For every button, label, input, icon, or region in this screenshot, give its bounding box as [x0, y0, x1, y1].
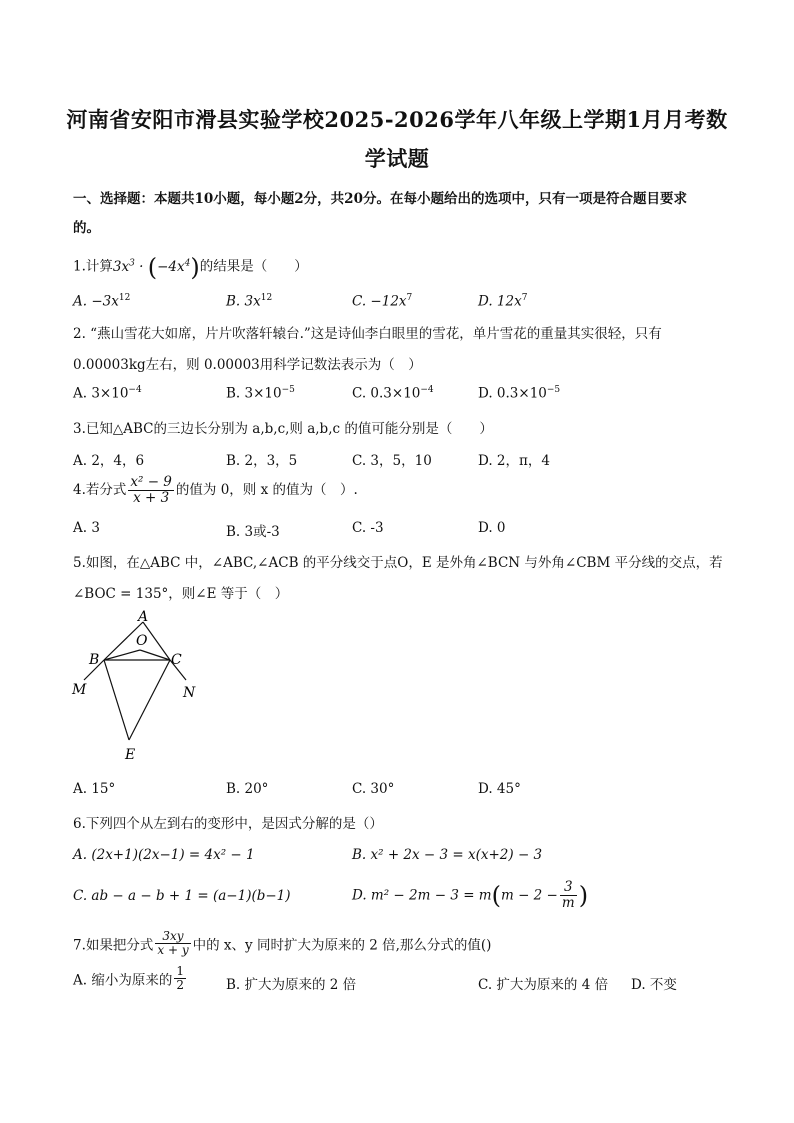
question-5-line1: 5.如图，在△ABC 中，∠ABC,∠ACB 的平分线交于点O，E 是外角∠BCN 与外角∠CBM 平分线的交点，若 — [73, 555, 723, 571]
q3-option-c: C. 3，5，10 — [352, 453, 432, 469]
q4-option-b: B. 3或-3 — [226, 524, 280, 540]
q5-triangle-figure — [60, 608, 220, 768]
q7-option-c: C. 扩大为原来的 4 倍 — [478, 977, 609, 993]
exam-title-line2: 学试题 — [364, 146, 430, 171]
segment-BE — [104, 660, 129, 740]
q4-stem-prefix: 4.若分式 — [73, 482, 127, 498]
q2-option-b: B. $3\times 10^{-5}$ — [226, 385, 295, 402]
q6-option-c: C. ab − a − b + 1 = (a−1)(b−1) — [73, 888, 291, 904]
q1-option-a: A. $-3x^{12}$ — [73, 293, 131, 310]
q4-fraction — [128, 475, 174, 506]
q1-stem-prefix: 1.计算 — [73, 258, 113, 275]
q7-fraction-numerator: 3xy — [155, 930, 190, 944]
q4-stem-suffix: 的值为 0，则 x 的值为（ ）. — [175, 482, 358, 498]
segment-CE — [129, 660, 170, 740]
q2-option-a: A. $3\times 10^{-4}$ — [73, 385, 142, 402]
question-6-stem: 6.下列四个从左到右的变形中，是因式分解的是（） — [73, 816, 383, 832]
q1-stem-suffix: 的结果是（ ） — [199, 258, 308, 275]
section-heading-line2: 的。 — [73, 220, 100, 236]
question-2-line1: 2. “燕山雪花大如席，片片吹落轩辕台.”这是诗仙李白眼里的雪花，单片雪花的重量其实很轻，只有 — [73, 326, 662, 342]
question-3-stem: 3.已知△ABC的三边长分别为 a,b,c,则 a,b,c 的值可能分别是（ ） — [73, 421, 493, 437]
q5-option-d: D. 45° — [478, 781, 521, 797]
label-E: E — [125, 747, 136, 763]
q6-option-a: A. (2x+1)(2x−1) = 4x² − 1 — [73, 847, 255, 863]
q6-option-d: D. m² − 2m − 3 = m(m − 2 − $\frac{3}{m}$ ) — [352, 879, 589, 911]
q7-option-b: B. 扩大为原来的 2 倍 — [226, 977, 357, 993]
q5-option-a: A. 15° — [73, 781, 116, 797]
q7-fraction — [155, 930, 190, 957]
q7-option-d: D. 不变 — [631, 977, 677, 993]
q4-fraction-denominator: x + 3 — [133, 490, 170, 506]
q7-stem-prefix: 7.如果把分式 — [73, 937, 154, 954]
q3-option-d: D. 2，π，4 — [478, 453, 550, 469]
q3-option-a: A. 2，4，6 — [73, 453, 145, 469]
label-B: B — [89, 652, 100, 668]
q4-option-d: D. 0 — [478, 520, 506, 536]
segment-CO — [140, 650, 170, 660]
q2-option-d: D. $0.3\times 10^{-5}$ — [478, 385, 561, 402]
question-7-stem — [73, 930, 491, 957]
q4-option-c: C. -3 — [352, 520, 384, 536]
label-C: C — [171, 652, 182, 668]
q7-stem-suffix: 中的 x、y 同时扩大为原来的 2 倍,那么分式的值() — [192, 937, 492, 954]
q4-option-a: A. 3 — [73, 520, 100, 536]
q2-option-c: C. $0.3\times 10^{-4}$ — [352, 385, 434, 402]
q5-option-b: B. 20° — [226, 781, 269, 797]
section-heading-line1: 一、选择题：本题共10小题，每小题2分，共20分。在每小题给出的选项中，只有一项是符合题目要求 — [73, 191, 687, 207]
exam-title-line1: 河南省安阳市滑县实验学校2025-2026学年八年级上学期1月月考数 — [66, 107, 728, 132]
question-5-line2: ∠BOC = 135°，则∠E 等于（ ） — [73, 586, 289, 602]
label-N: N — [183, 685, 196, 701]
q3-option-b: B. 2，3，5 — [226, 453, 298, 469]
q7-option-a: A. 缩小为原来的 $\frac{1}{2}$ — [73, 964, 184, 992]
q7-fraction-denominator: x + y — [157, 943, 189, 957]
q1-option-b: B. $3x^{12}$ — [226, 293, 273, 310]
q6-d-fraction: $\frac{3}{m}$ — [561, 879, 575, 911]
q1-expression: $3x^3 \cdot (-4x^4)$ — [112, 253, 200, 281]
q6-option-b: B. x² + 2x − 3 = x(x+2) − 3 — [352, 847, 543, 863]
q1-option-c: C. $-12x^7$ — [352, 293, 413, 310]
label-O: O — [136, 633, 148, 649]
q5-option-c: C. 30° — [352, 781, 395, 797]
q4-fraction-numerator: x² − 9 — [130, 474, 172, 490]
question-4-stem — [73, 475, 358, 506]
q1-option-d: D. $12x^7$ — [478, 293, 528, 310]
label-A: A — [138, 609, 149, 625]
question-1-stem — [73, 253, 308, 281]
question-2-line2: 0.00003kg左右，则 0.00003用科学记数法表示为（ ） — [73, 357, 422, 373]
label-M: M — [72, 682, 87, 698]
